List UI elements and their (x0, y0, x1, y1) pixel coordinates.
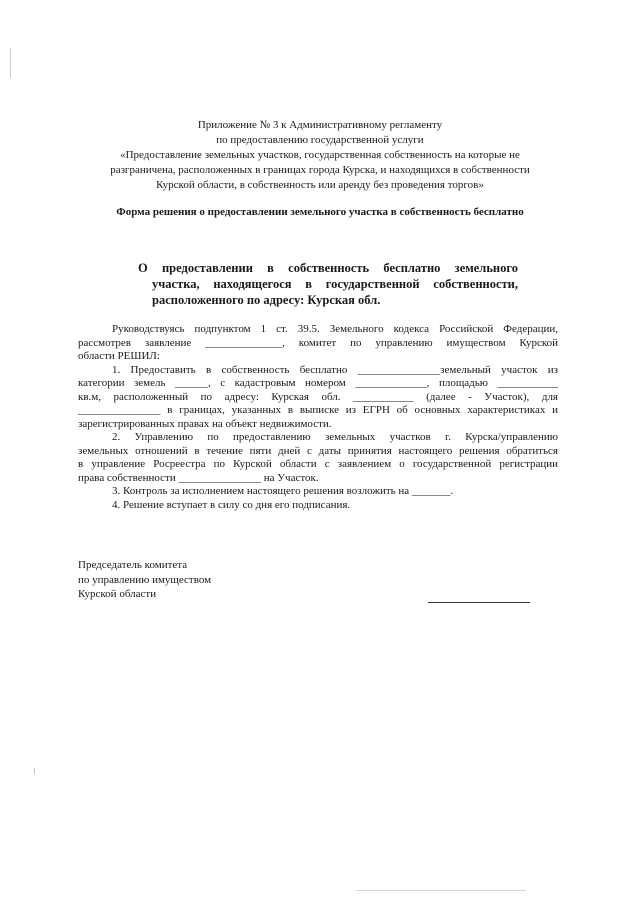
body-line: земельных отношений в течение пяти дней с даты принятия настоящего решения обратиться (78, 444, 558, 457)
body-line: Руководствуясь подпунктом 1 ст. 39.5. Земельного кодекса Российской Федерации, (112, 323, 558, 335)
body-line: 4. Решение вступает в силу со дня его подписания. (112, 498, 351, 511)
decision-title (138, 260, 518, 308)
decision-title-line: участка, находящегося в государственной собственности, (152, 277, 518, 291)
annex-line: разграничена, расположенных в границах города Курска, и находящихся в собственности (110, 164, 530, 176)
signature-line: Председатель комитета (78, 559, 188, 571)
signature-line: по управлению имуществом (78, 573, 212, 586)
body-line: категории земель ______, с кадастровым номером _____________, площадью ___________ (78, 377, 558, 389)
body-line: рассмотрев заявление ______________, комитет по управлению имуществом Курской (78, 336, 558, 349)
scan-artifact (34, 768, 35, 774)
annex-line: Приложение № 3 к Административному регламенту (197, 119, 443, 131)
signature-underline (428, 602, 530, 603)
decision-title-line: расположенного по адресу: Курская обл. (152, 293, 381, 307)
scan-artifact (356, 890, 526, 891)
decision-body (78, 323, 558, 512)
decision-title-line: О предоставлении в собственность бесплатно земельного (138, 261, 518, 275)
body-line: 2. Управлению по предоставлению земельных участков г. Курска/управлению (112, 431, 558, 443)
body-line: права собственности _______________ на Участок. (78, 471, 319, 484)
body-line: области РЕШИЛ: (78, 350, 160, 362)
form-title: Форма решения о предоставлении земельного участка в собственность бесплатно (116, 206, 524, 218)
scan-artifact (10, 48, 11, 78)
annex-line: «Предоставление земельных участков, государственная собственность на которые не (120, 149, 520, 161)
body-line: 3. Контроль за исполнением настоящего решения возложить на _______. (112, 485, 454, 497)
signature-block (78, 558, 211, 602)
body-line: в управление Росреестра по Курской области с заявлением о государственной регистрации (78, 458, 558, 470)
body-line: _______________ в границах, указанных в выписке из ЕГРН об основных характеристиках и (78, 404, 558, 416)
annex-line: Курской области, в собственность или аренду без проведения торгов» (156, 179, 484, 191)
body-line: зарегистрированных правах на объект недвижимости. (78, 417, 332, 430)
signature-line: Курской области (78, 588, 157, 600)
annex-line: по предоставлению государственной услуги (216, 134, 424, 146)
body-line: 1. Предоставить в собственность бесплатно _______________земельный участок из (112, 363, 558, 376)
annex-header (78, 118, 562, 193)
body-line: кв.м, расположенный по адресу: Курская обл. ___________ (далее - Участок), для (78, 390, 558, 403)
